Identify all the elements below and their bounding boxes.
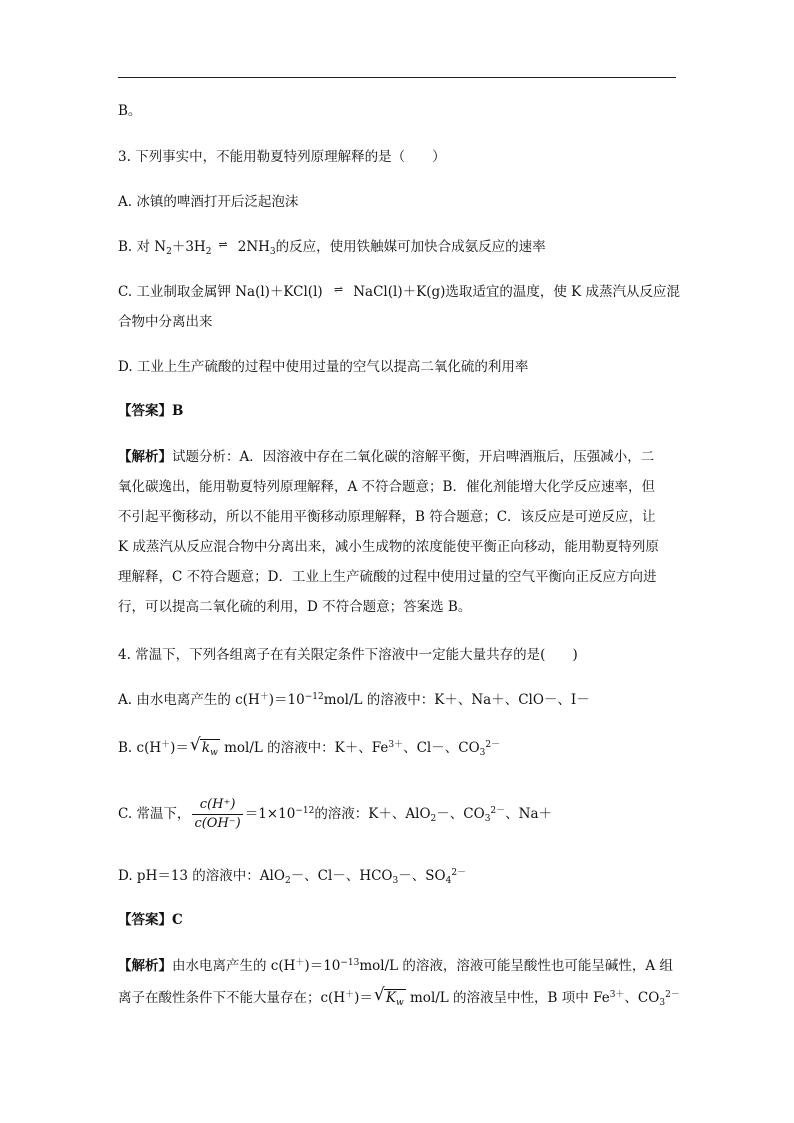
q4an2-text-2: )＝ — [354, 990, 373, 1006]
q4an2-text-3: mol/L 的溶液呈中性，B 项中 Fe — [405, 990, 610, 1006]
q3c-text-1: C. 工业制取金属钾 Na(l)＋KCl(l) — [118, 284, 327, 300]
q4c-sub-1: 2 — [430, 814, 437, 824]
q3b-sub-1: 2 — [166, 247, 172, 257]
q4a-sup-1: ＋ — [259, 692, 269, 702]
q4d-text-3: －、SO — [398, 868, 446, 884]
question-3-analysis-line-2: 氧化碳逸出，能用勒夏特列原理解释，A 不符合题意；B．催化剂能增大化学反应速率，但 — [118, 479, 655, 495]
square-root-icon: √ $K_w$ — [373, 985, 404, 1008]
q4c-text-5: 、Na＋ — [505, 806, 553, 822]
question-4-option-c — [118, 796, 688, 833]
question-3-option-c — [118, 282, 688, 303]
q4b-sup-1: ＋ — [161, 740, 171, 750]
q4d-sub-2: 3 — [392, 876, 399, 886]
analysis-label: 【解析】 — [118, 449, 172, 465]
q4c-text-4: －、CO — [436, 806, 485, 822]
q4a-text-3: mol/L 的溶液中：K＋、Na＋、ClO－、I－ — [323, 692, 590, 708]
square-root-icon: √ $k_w$ — [189, 735, 218, 758]
question-3-analysis-line-5: 理解释，C 不符合题意；D．工业上生产硫酸的过程中使用过量的空气平衡向正反应方向进 — [118, 569, 657, 585]
q4c-sub-2: 3 — [484, 814, 491, 824]
q4a-text-2: )＝10 — [268, 692, 305, 708]
question-3-option-b — [118, 237, 688, 258]
q4b-text-1: B. c(H — [118, 740, 162, 756]
q4an2-sub-3: 3 — [659, 998, 666, 1008]
q4b-rad-sub: w — [210, 748, 218, 758]
q4an2-sup-2: 3＋ — [609, 990, 625, 1000]
q4d-sup-3: 2－ — [451, 868, 467, 878]
question-3-option-c-cont: 合物中分离出来 — [118, 314, 213, 330]
q4an2-text-1: 离子在酸性条件下不能大量存在；c(H — [118, 990, 346, 1006]
q3b-text-4: 的反应，使用铁触媒可加快合成氨反应的速率 — [275, 239, 546, 255]
analysis-text: 试题分析：A．因溶液中存在二氧化碳的溶解平衡，开启啤酒瓶后，压强减小，二 — [172, 449, 655, 465]
header-rule — [118, 77, 676, 78]
q4c-text-3: 的溶液：K＋、AlO — [314, 806, 431, 822]
question-3-option-a: A. 冰镇的啤酒打开后泛起泡沫 — [118, 194, 299, 210]
equilibrium-arrow-icon: ⇌ — [218, 238, 227, 251]
question-3-analysis-line-1 — [118, 447, 688, 467]
q4b-text-3: mol/L 的溶液中：K＋、Fe — [219, 740, 389, 756]
q4an-text-3: mol/L 的溶液，溶液可能呈酸性也可能呈碱性，A 组 — [359, 958, 673, 974]
q4d-text-1: D. pH＝13 的溶液中：AlO — [118, 868, 285, 884]
q4an-text-1: 由水电离产生的 c(H — [172, 958, 296, 974]
question-4-option-b — [118, 735, 688, 758]
q4a-sup-2: −12 — [304, 692, 324, 702]
q4c-sup-2: 2－ — [490, 806, 506, 816]
fraction-denominator: c(OH⁻) — [194, 816, 241, 831]
fraction-numerator: c(H⁺) — [192, 796, 242, 815]
q4b-sup-2: 3＋ — [388, 740, 404, 750]
q4an-sup-1: ＋ — [295, 958, 305, 968]
q4d-sub-3: 4 — [445, 876, 452, 886]
q4c-sup-1: −12 — [295, 806, 315, 816]
q4c-text-2: ＝1×10 — [244, 806, 296, 822]
q4d-text-2: －、Cl－、HCO — [290, 868, 393, 884]
q4an2-sup-3: 2－ — [665, 990, 680, 1000]
q3b-sub-2: 2 — [205, 247, 212, 257]
previous-answer-text: B。 — [118, 103, 142, 119]
q4b-rad-var: k — [201, 740, 211, 756]
question-4-analysis-line-2 — [118, 985, 688, 1008]
question-3-analysis-line-3: 不引起平衡移动，所以不能用平衡移动原理解释，B 符合题意；C．该反应是可逆反应，让 — [118, 509, 656, 525]
question-3-answer: 【答案】B — [118, 403, 184, 419]
question-3-analysis-line-4: K 成蒸汽从反应混合物中分离出来，减小生成物的浓度能使平衡正向移动，能用勒夏特列原 — [118, 539, 659, 555]
q3b-text-1: B. 对 N — [118, 239, 167, 255]
question-4-option-d — [118, 866, 688, 886]
q3b-sub-3: 3 — [269, 247, 276, 257]
question-3-stem: 3. 下列事实中，不能用勒夏特列原理解释的是（ ） — [118, 149, 446, 165]
concentration-ratio-fraction — [192, 796, 242, 833]
q3b-text-2: ＋3H — [171, 239, 206, 255]
question-3-option-d: D. 工业上生产硫酸的过程中使用过量的空气以提高二氧化硫的利用率 — [118, 359, 529, 375]
q4an2-rad-var: K — [385, 990, 396, 1006]
question-4-analysis-line-1 — [118, 956, 688, 976]
q4b-sub-3: 3 — [479, 748, 486, 758]
q4b-text-2: )＝ — [170, 740, 189, 756]
q4an-sup-2: −13 — [340, 958, 360, 968]
q4an2-sup-1: ＋ — [345, 990, 355, 1000]
question-3-analysis-line-6: 行，可以提高二氧化硫的利用，D 不符合题意；答案选 B。 — [118, 599, 472, 615]
question-4-answer: 【答案】C — [118, 912, 183, 928]
analysis-label: 【解析】 — [118, 958, 172, 974]
q4d-sub-1: 2 — [284, 876, 291, 886]
q3b-text-3: 2NH — [233, 239, 270, 255]
question-4-stem: 4. 常温下，下列各组离子在有关限定条件下溶液中一定能大量共存的是( ) — [118, 647, 578, 663]
q4an2-text-4: 、CO — [624, 990, 660, 1006]
q4an-text-2: )＝10 — [304, 958, 341, 974]
q4b-text-4: 、Cl－、CO — [403, 740, 480, 756]
question-4-option-a — [118, 690, 688, 710]
q3c-text-2: NaCl(l)＋K(g)选取适宜的温度，使 K 成蒸汽从反应混 — [348, 284, 681, 300]
q4c-text-1: C. 常温下， — [118, 806, 191, 822]
q4a-text-1: A. 由水电离产生的 c(H — [118, 692, 260, 708]
equilibrium-arrow-icon: ⇌ — [333, 283, 343, 296]
q4an2-rad-sub: w — [396, 998, 404, 1008]
q4b-sup-3: 2－ — [485, 740, 501, 750]
